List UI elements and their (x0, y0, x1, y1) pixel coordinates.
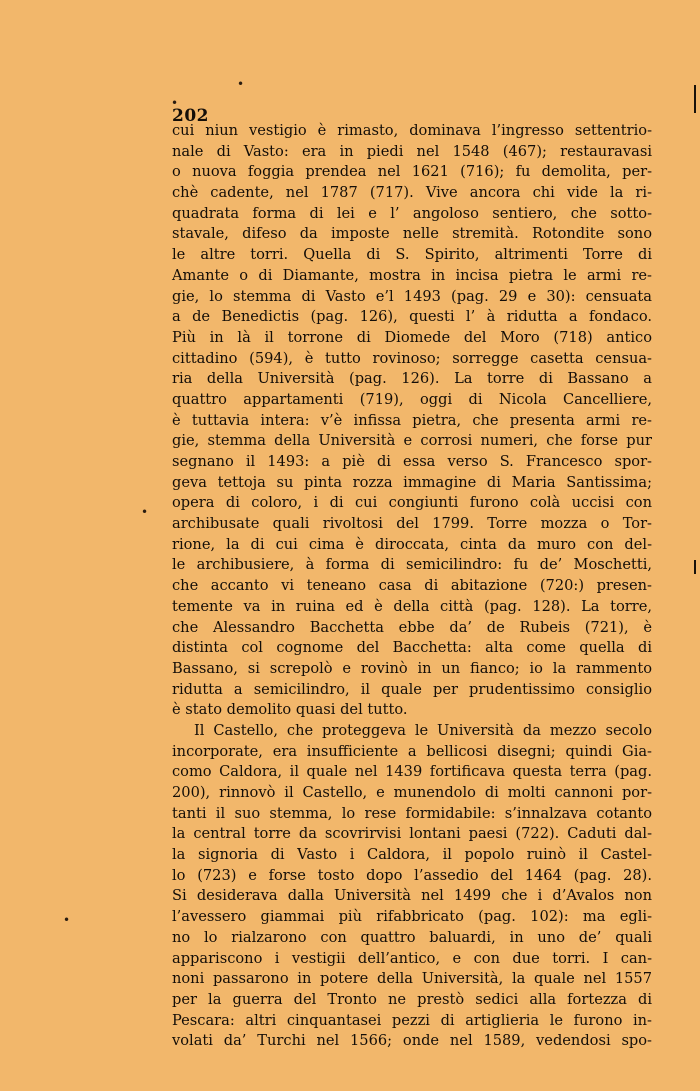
page-number: 202 (172, 106, 209, 126)
ink-speck: • (171, 96, 179, 110)
text-line: lo (723) e forse tosto dopo l’assedio del 1464 (pag. 28). (172, 866, 652, 884)
text-line: distinta col cognome del Bacchetta: alta come quella di (172, 639, 652, 657)
text-line: le archibusiere, à forma di semicilindro: fu de’ Moschetti, (172, 556, 652, 574)
text-line: è tuttavia intera: v’è infissa pietra, che presenta armi re- (172, 411, 652, 429)
ink-speck: • (237, 77, 245, 91)
text-line: Pescara: altri cinquantasei pezzi di artiglieria le furono in- (172, 1011, 652, 1029)
text-line: la central torre da scovrirvisi lontani paesi (722). Caduti dal- (172, 825, 652, 843)
text-line: segnano il 1493: a piè di essa verso S. Francesco spor- (172, 453, 652, 470)
paragraph-end-line: è stato demolito quasi del tutto. (172, 701, 408, 719)
text-line: nale di Vasto: era in piedi nel 1548 (467); restauravasi (172, 142, 652, 160)
text-line: gie, stemma della Università e corrosi numeri, che forse pur (172, 432, 652, 450)
text-line: 200), rinnovò il Castello, e munendolo di molti cannoni por- (172, 784, 652, 801)
body-text (172, 121, 652, 1052)
text-line: ridutta a semicilindro, il quale per prudentissimo consiglio (172, 680, 652, 698)
text-line: como Caldora, il quale nel 1439 fortificava questa terra (pag. (172, 763, 652, 781)
text-line: le altre torri. Quella di S. Spirito, altrimenti Torre di (172, 246, 652, 264)
text-line: che Alessandro Bacchetta ebbe da’ de Rubeis (721), è (172, 618, 652, 636)
text-line: Più in là il torrone di Diomede del Moro (718) antico (172, 328, 652, 346)
text-line: a de Benedictis (pag. 126), questi l’ à ridutta a fondaco. (172, 308, 652, 326)
text-line: quattro appartamenti (719), oggi di Nicola Cancelliere, (172, 390, 652, 408)
ink-speck: • (141, 505, 149, 519)
text-line: cui niun vestigio è rimasto, dominava l’ingresso settentrio- (172, 122, 652, 139)
text-line: Bassano, si screpolò e rovinò in un fianco; io la rammento (172, 659, 652, 677)
text-line: l’avessero giammai più rifabbricato (pag. 102): ma egli- (172, 908, 652, 926)
text-line: gie, lo stemma di Vasto e’l 1493 (pag. 29 e 30): censuata (172, 287, 652, 305)
text-line: tanti il suo stemma, lo rese formidabile: s’innalzava cotanto (172, 804, 652, 822)
paragraph-start-line: Il Castello, che proteggeva le Università da mezzo secolo (194, 721, 652, 739)
text-line: cittadino (594), è tutto rovinoso; sorregge casetta censua- (172, 349, 652, 367)
text-line: quadrata forma di lei e l’ angoloso sentiero, che sotto- (172, 204, 652, 222)
ink-speck: • (63, 913, 71, 927)
text-line: archibusate quali rivoltosi del 1799. Torre mozza o Tor- (172, 515, 652, 533)
text-line: stavale, difeso da imposte nelle stremità. Rotondite sono (172, 225, 652, 243)
text-line: la signoria di Vasto i Caldora, il popolo ruinò il Castel- (172, 846, 652, 864)
text-line: che accanto vi teneano casa di abitazione (720:) presen- (172, 577, 652, 595)
text-line: chè cadente, nel 1787 (717). Vive ancora chi vide la ri- (172, 184, 652, 202)
page-edge-mark (694, 560, 696, 574)
text-line: rione, la di cui cima è diroccata, cinta da muro con del- (172, 535, 652, 553)
text-line: Si desiderava dalla Università nel 1499 che i d’Avalos non (172, 887, 652, 905)
text-line: ria della Università (pag. 126). La torre di Bassano a (172, 370, 652, 388)
text-line: volati da’ Turchi nel 1566; onde nel 1589, vedendosi spo- (172, 1032, 652, 1050)
text-line: noni passarono in potere della Università, la quale nel 1557 (172, 970, 652, 988)
text-line: opera di coloro, i di cui congiunti furono colà uccisi con (172, 494, 652, 512)
text-line: appariscono i vestigii dell’antico, e con due torri. I can- (172, 949, 652, 967)
text-line: no lo rialzarono con quattro baluardi, in uno de’ quali (172, 928, 652, 946)
page-edge-mark (694, 85, 696, 113)
text-line: temente va in ruina ed è della città (pag. 128). La torre, (172, 597, 652, 615)
text-line: o nuova foggia prendea nel 1621 (716); fu demolita, per- (172, 163, 652, 181)
text-line: incorporate, era insufficiente a bellicosi disegni; quindi Gia- (172, 742, 652, 760)
text-line: per la guerra del Tronto ne prestò sedici alla fortezza di (172, 990, 652, 1008)
text-line: Amante o di Diamante, mostra in incisa pietra le armi re- (172, 266, 652, 284)
text-line: geva tettoja su pinta rozza immagine di Maria Santissima; (172, 473, 652, 491)
